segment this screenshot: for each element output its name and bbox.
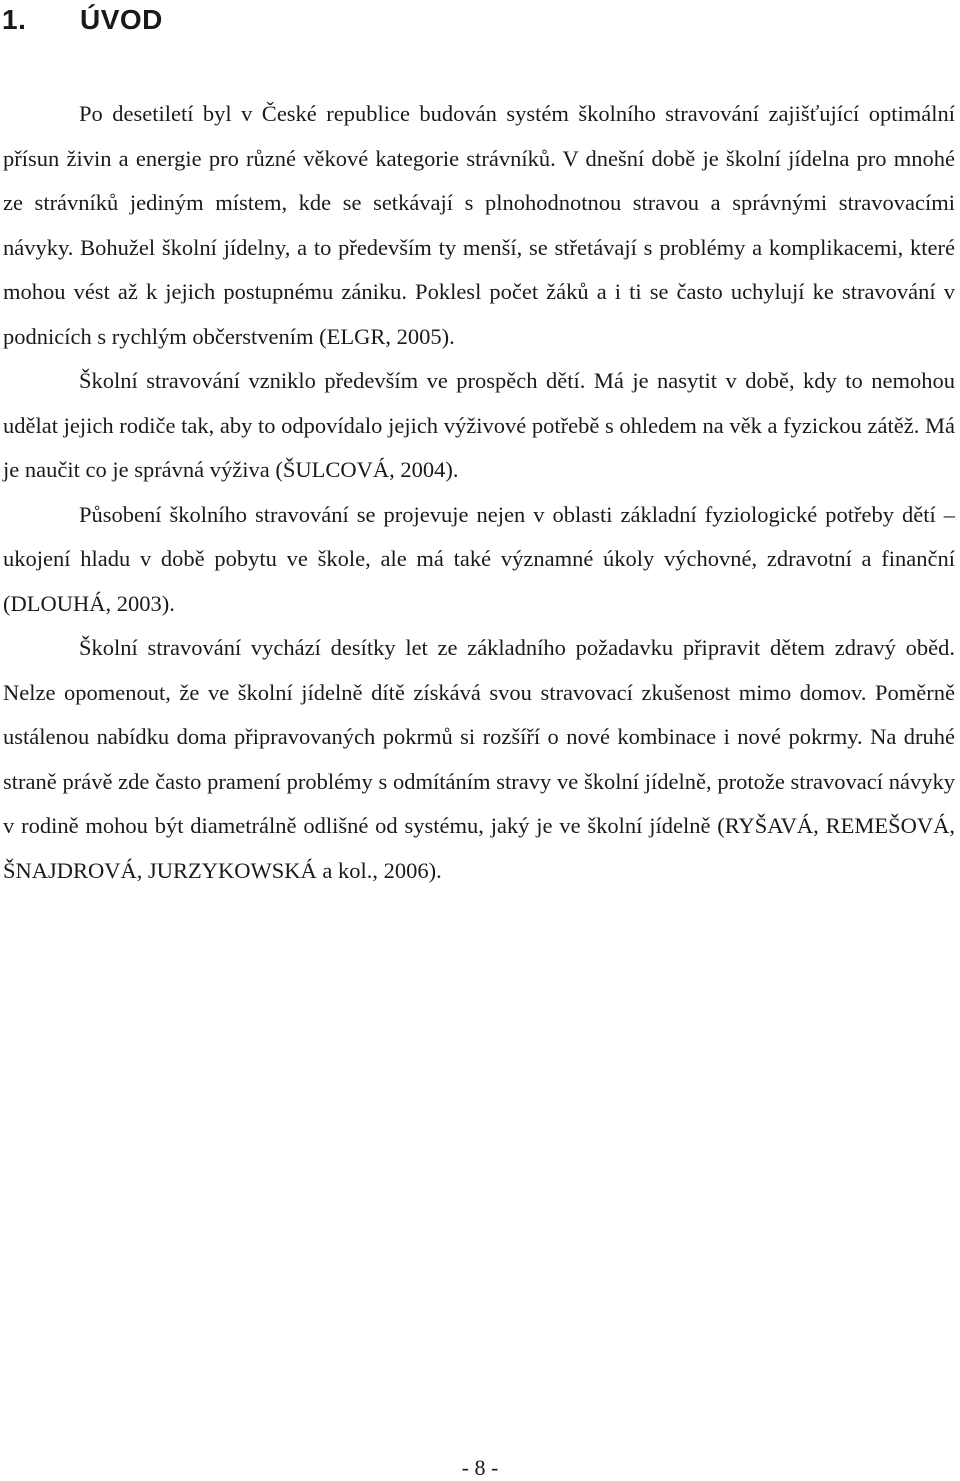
paragraph: Školní stravování vychází desítky let ze základního požadavku připravit dětem zdravý oběd. Nelze opomenout, že ve školní jídelně dítě získává svou stravovací zkušenost mimo domov. Poměrně ustálenou nabídku doma připravovaných pokrmů si rozšíří o nové kombinace i nové pokrmy. Na druhé straně právě zde často pramení problémy s odmítáním stravy ve školní jídelně, protože stravovací návyky v rodině mohou být diametrálně odlišné od systému, jaký je ve školní jídelně (RYŠAVÁ, REMEŠOVÁ, ŠNAJDROVÁ, JURZYKOWSKÁ a kol., 2006).	[3, 635, 955, 883]
paragraph: Po desetiletí byl v České republice budován systém školního stravování zajišťující optimální přísun živin a energie pro různé věkové kategorie strávníků. V dnešní době je školní jídelna pro mnohé ze strávníků jediným místem, kde se setkávají s plnohodnotnou stravou a správnými stravovacími návyky. Bohužel školní jídelny, a to především ty menší, se střetávají s problémy a komplikacemi, které mohou vést až k jejich postupnému zániku. Poklesl počet žáků a i ti se často uchylují ke stravování v podnicích s rychlým občerstvením (ELGR, 2005).	[3, 101, 955, 349]
chapter-heading	[2, 2, 163, 38]
body-text	[3, 92, 955, 893]
chapter-title: ÚVOD	[80, 4, 163, 35]
paragraph: Působení školního stravování se projevuje nejen v oblasti základní fyziologické potřeby dětí – ukojení hladu v době pobytu ve škole, ale má také významné úkoly výchovné, zdravotní a finanční (DLOUHÁ, 2003).	[3, 501, 955, 616]
page-number: - 8 -	[461, 1455, 499, 1480]
chapter-number: 1.	[2, 4, 27, 35]
paragraph: Školní stravování vzniklo především ve prospěch dětí. Má je nasytit v době, kdy to nemohou udělat jejich rodiče tak, aby to odpovídalo jejich výživové potřebě s ohledem na věk a fyzickou zátěž. Má je naučit co je správná výživa (ŠULCOVÁ, 2004).	[3, 368, 955, 482]
